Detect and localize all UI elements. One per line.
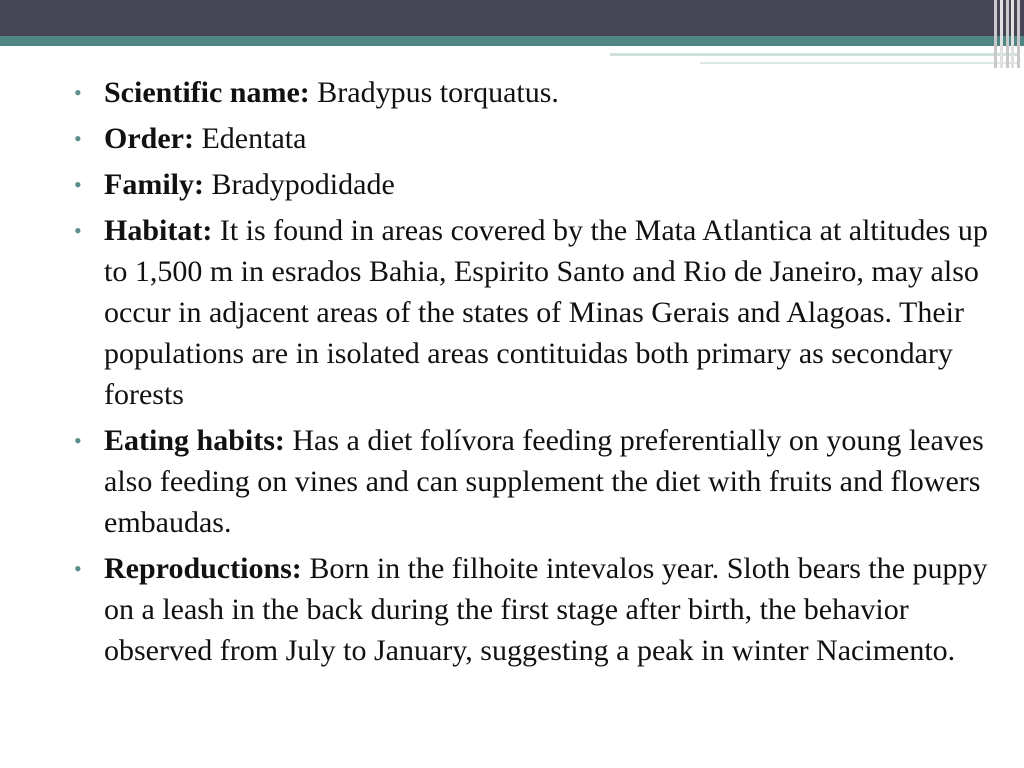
bullet-dot-icon: • (74, 218, 82, 243)
header-accent-line-thin (700, 62, 1020, 64)
header-teal-band (0, 36, 1024, 46)
bullet-item-order (74, 118, 994, 159)
header-accent-line (610, 53, 1020, 56)
item-text: Has a diet folívora feeding preferentially on young leaves also feeding on vines and can supplement the diet with fruits and flowers embaudas. (104, 424, 984, 539)
item-term: Habitat: (104, 214, 220, 247)
item-text: Born in the filhoite intevalos year. Sloth bears the puppy on a leash in the back during the first stage after birth, the behavior observed from July to January, suggesting a peak in winter Nacimento. (104, 552, 988, 667)
header-dark-band (0, 0, 1024, 36)
corner-stripes-decoration (994, 0, 1020, 68)
item-term: Eating habits: (104, 424, 293, 457)
item-text: Bradypus torquatus. (317, 76, 559, 109)
bullet-item-eating-habits (74, 420, 994, 543)
bullet-list (74, 72, 994, 676)
item-term: Reproductions: (104, 552, 310, 585)
bullet-dot-icon: • (74, 80, 82, 105)
item-text: Bradypodidade (211, 168, 395, 201)
item-term: Family: (104, 168, 212, 201)
item-term: Scientific name: (104, 76, 318, 109)
bullet-item-family (74, 164, 994, 205)
bullet-item-scientific-name (74, 72, 994, 113)
item-text: It is found in areas covered by the Mata Atlantica at altitudes up to 1,500 m in esrados Bahia, Espirito Santo and Rio de Janeiro, may also occur in adjacent areas of the states of Minas Gerais and Alagoas. Their populations are in isolated areas contituidas both primary as secondary forests (104, 214, 988, 411)
bullet-dot-icon: • (74, 556, 82, 581)
bullet-dot-icon: • (74, 428, 82, 453)
item-text: Edentata (201, 122, 307, 155)
bullet-dot-icon: • (74, 126, 82, 151)
bullet-dot-icon: • (74, 172, 82, 197)
bullet-item-habitat (74, 210, 994, 415)
item-term: Order: (104, 122, 202, 155)
bullet-item-reproductions (74, 548, 994, 671)
